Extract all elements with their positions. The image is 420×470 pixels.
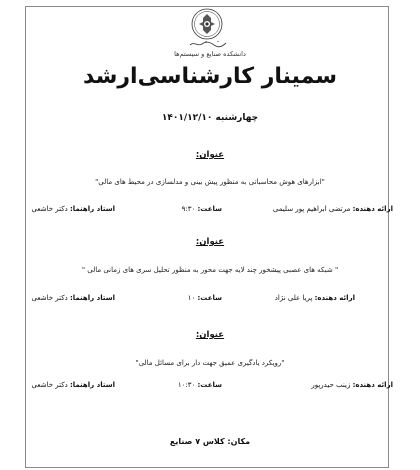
- seminar-3-heading: عنوان:: [195, 330, 225, 340]
- advisor-label: استاد راهنما:: [69, 381, 115, 389]
- seminar-location: مکان: کلاس ۷ صنایع: [169, 437, 251, 446]
- seminar-3-time: [178, 381, 222, 389]
- seminar-2-topic: " شبکه های عصبی پیشخور چند لایه جهت محور به منظور تحلیل سری های زمانی مالی ": [81, 266, 339, 274]
- time-label: ساعت:: [197, 294, 222, 302]
- advisor-label: استاد راهنما:: [69, 294, 115, 302]
- advisor-name: دکتر خاشعی: [31, 205, 68, 213]
- seminar-1-presenter: [273, 205, 393, 213]
- seminar-2-time: [188, 294, 222, 302]
- presenter-name: زینب حیدرپور: [311, 381, 351, 389]
- logo-calligraphy-icon: [170, 40, 244, 48]
- seminar-3-topic: "رویکرد یادگیری عمیق جهت دار برای مسائل مالی": [135, 359, 285, 367]
- seminar-2-presenter: [275, 294, 355, 302]
- university-seal-icon: [191, 8, 223, 40]
- seminar-3-presenter: [311, 381, 393, 389]
- seminar-1-advisor: [32, 205, 115, 213]
- faculty-name: دانشکده صنایع و سیستم‌ها: [174, 50, 246, 58]
- seminar-3-advisor: [32, 381, 115, 389]
- advisor-label: استاد راهنما:: [69, 205, 115, 213]
- time-value: ۹:۳۰: [181, 205, 196, 213]
- advisor-name: دکتر خاشعی: [31, 381, 68, 389]
- presenter-label: ارائه دهنده:: [352, 381, 393, 389]
- time-label: ساعت:: [197, 381, 222, 389]
- seminar-1-heading: عنوان:: [195, 150, 225, 160]
- time-value: ۱۰:۳۰: [177, 381, 196, 389]
- seminar-2-advisor: [32, 294, 115, 302]
- presenter-name: مرتضی ابراهیم پور سلیمی: [272, 205, 351, 213]
- presenter-label: ارائه دهنده:: [352, 205, 393, 213]
- time-value: ۱۰: [187, 294, 196, 302]
- presenter-name: پریا علی نژاد: [274, 294, 313, 302]
- advisor-name: دکتر خاشعی: [31, 294, 68, 302]
- presenter-label: ارائه دهنده:: [314, 294, 355, 302]
- seminar-1-time: [182, 205, 222, 213]
- seminar-date: چهارشنبه ۱۴۰۱/۱۲/۱۰: [161, 113, 259, 123]
- page-title: سمینار کارشناسی‌ارشد: [83, 64, 337, 89]
- time-label: ساعت:: [197, 205, 222, 213]
- seminar-1-topic: "ابزارهای هوش محاسباتی به منظور پیش بینی و مدلسازی در محیط های مالی": [95, 178, 325, 186]
- seminar-2-heading: عنوان:: [195, 237, 225, 247]
